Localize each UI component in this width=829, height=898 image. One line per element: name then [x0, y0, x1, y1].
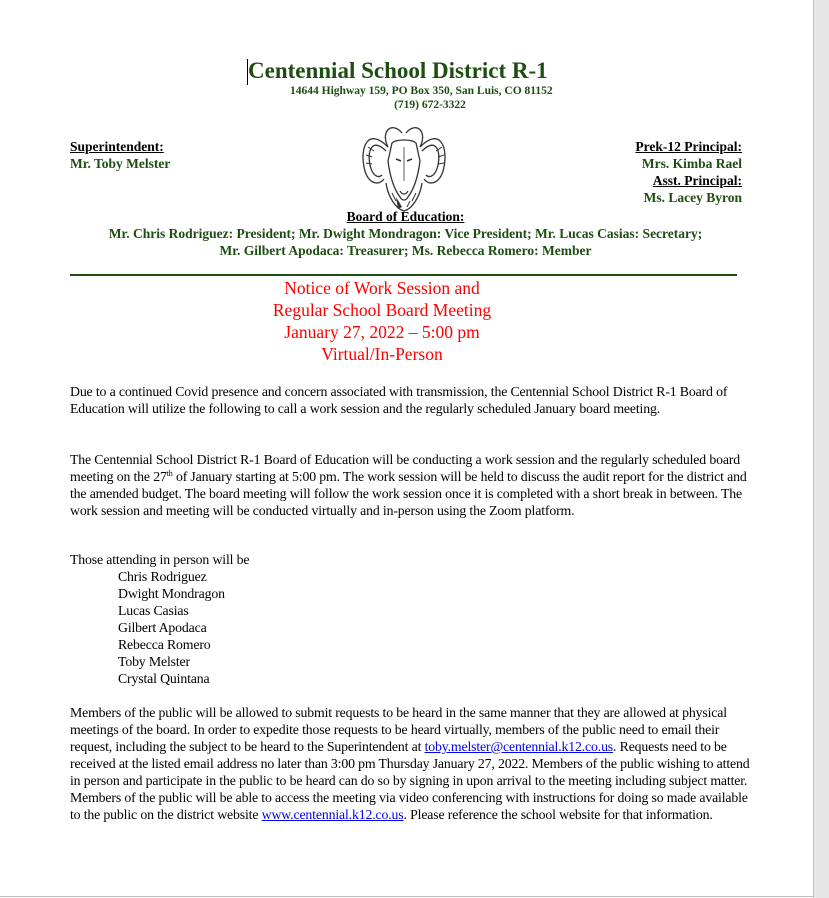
notice-line-2: Regular School Board Meeting: [272, 300, 492, 320]
notice-heading: [0, 277, 764, 365]
attendees-intro: Those attending in person will be: [70, 552, 250, 567]
asst-principal-name: Ms. Lacey Byron: [643, 190, 742, 205]
paragraph-public-participation: [70, 704, 750, 823]
p4-text-a: Members of the public will be allowed to submit requests to be heard in the same manner that they are allowed at physical meetings of the board. In order to expedite those requests to be heard virtually, members of the public need to email their request, including the subject to be heard to the Superintendent at: [70, 705, 727, 754]
principals-block: [635, 138, 742, 206]
superintendent-email-link[interactable]: toby.melster@centennial.k12.co.us: [424, 739, 614, 754]
district-website-link[interactable]: www.centennial.k12.co.us: [261, 807, 404, 822]
principal-role-row: [635, 138, 742, 155]
attendees-section: [70, 551, 750, 687]
district-phone: (719) 672-3322: [394, 99, 466, 111]
attendee-item: Toby Melster: [118, 654, 190, 669]
attendee-item: Chris Rodriguez: [118, 569, 207, 584]
attendee-item: Dwight Mondragon: [118, 586, 225, 601]
notice-date: January 27, 2022 – 5:00 pm: [284, 322, 480, 342]
p2-text-a: The Centennial School District R-1 Board of Education will be conducting a work session and the regularly scheduled board meeting on the 27: [70, 452, 740, 484]
attendee-item: Lucas Casias: [118, 603, 189, 618]
p4-text-c: . Please reference the school website for that information.: [403, 807, 713, 822]
paragraph-work-session: [70, 451, 750, 519]
attendee-item: Crystal Quintana: [118, 671, 210, 686]
principal-name: Mrs. Kimba Rael: [641, 156, 742, 171]
p4-text-b: . Requests need to be received at the listed email address no later than 3:00 pm Thursday January 27, 2022. Members of the public wishing to attend in person and participate in the public to be heard can do so by signing in upon arrival to the meeting including subject matter. Members of the public will be able to access the meeting via video conferencing with instructions for doing so made available to the public on the district website: [70, 739, 750, 822]
superintendent-label: Superintendent:: [70, 139, 164, 154]
notice-line-1: Notice of Work Session and: [284, 278, 480, 298]
attendee-item: Gilbert Apodaca: [118, 620, 207, 635]
superintendent-name: Mr. Toby Melster: [70, 156, 171, 171]
ram-mascot-icon: [358, 117, 450, 213]
board-members-line-2: Mr. Gilbert Apodaca: Treasurer; Ms. Rebecca Romero: Member: [219, 243, 592, 258]
board-heading: Board of Education:: [346, 209, 465, 224]
asst-principal-role-row: [635, 172, 742, 189]
asst-principal-label: Asst. Principal:: [652, 173, 742, 188]
header-divider: [70, 274, 737, 276]
principal-label: Prek-12 Principal:: [635, 139, 742, 154]
board-of-education-block: [0, 208, 811, 259]
attendee-item: Rebecca Romero: [118, 637, 211, 652]
vertical-scrollbar[interactable]: [813, 0, 829, 898]
ordinal-suffix: th: [166, 469, 173, 478]
district-title: Centennial School District R-1: [248, 58, 548, 83]
board-heading-row: [0, 208, 811, 225]
superintendent-block: [70, 138, 170, 172]
notice-format: Virtual/In-Person: [321, 344, 443, 364]
board-members-line-1: Mr. Chris Rodriguez: President; Mr. Dwight Mondragon: Vice President; Mr. Lucas Casias: Secretary;: [108, 226, 703, 241]
paragraph-covid: Due to a continued Covid presence and concern associated with transmission, the Centennial School District R-1 Board of Education will utilize the following to call a work session and the regularly scheduled January board meeting.: [70, 384, 728, 416]
p2-text-b: of January starting at 5:00 pm. The work session will be held to discuss the audit report for the district and the amended budget. The board meeting will follow the work session once it is completed with a short break in between. The work session and meeting will be conducted virtually and in-person using the Zoom platform.: [70, 469, 747, 518]
district-address: 14644 Highway 159, PO Box 350, San Luis, CO 81152: [290, 85, 553, 97]
